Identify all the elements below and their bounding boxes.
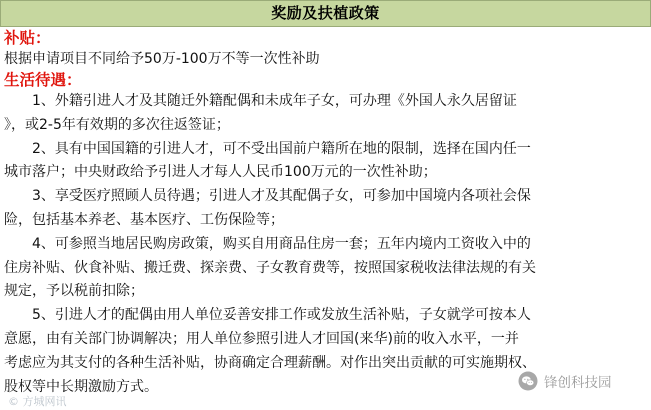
living-line: 5、引进人才的配偶由用人单位妥善安排工作或发放生活补贴，子女就学可按本人 [32,307,531,324]
policy-content [4,28,647,399]
subsidy-heading: 补贴： [4,29,51,47]
subsidy-text: 根据申请项目不同给予50万-100万不等一次性补助 [4,51,320,67]
brand-watermark-label: 锋创科技园 [544,375,612,391]
living-line: 考虑应为其支付的各种生活补贴，协商确定合理薪酬。对作出突出贡献的可实施期权、 [4,354,536,371]
source-watermark: © 方城网讯 [8,395,67,408]
policy-title: 奖励及扶植政策 [271,4,380,22]
living-line: 2、具有中国国籍的引进人才，可不受出国前户籍所在地的限制，选择在国内任一 [32,140,531,157]
living-line: 》，或2-5年有效期的多次往返签证； [4,116,230,133]
living-heading: 生活待遇： [4,71,82,89]
living-line: 1、外籍引进人才及其随迁外籍配偶和未成年子女，可办理《外国人永久居留证 [32,93,517,109]
living-line: 4、可参照当地居民购房政策，购买自用商品住房一套；五年内境内工资收入中的 [32,235,531,252]
policy-table-header [0,0,651,27]
living-line: 意愿，由有关部门协调解决；用人单位参照引进人才回国(来华)前的收入水平，一并 [4,330,519,347]
living-line: 住房补贴、伙食补贴、搬迁费、探亲费、子女教育费等，按照国家税收法律法规的有关 [4,259,536,276]
wechat-icon [518,371,538,391]
living-line: 险，包括基本养老、基本医疗、工伤保险等； [4,211,284,228]
living-line: 股权等中长期激励方式。 [4,378,158,395]
brand-watermark [518,370,612,392]
living-line: 规定，予以税前扣除； [4,283,144,300]
living-line: 3、享受医疗照顾人员待遇；引进人才及其配偶子女，可参加中国境内各项社会保 [32,188,531,205]
living-line: 城市落户；中央财政给予引进人才每人人民币100万元的一次性补助； [4,164,437,181]
